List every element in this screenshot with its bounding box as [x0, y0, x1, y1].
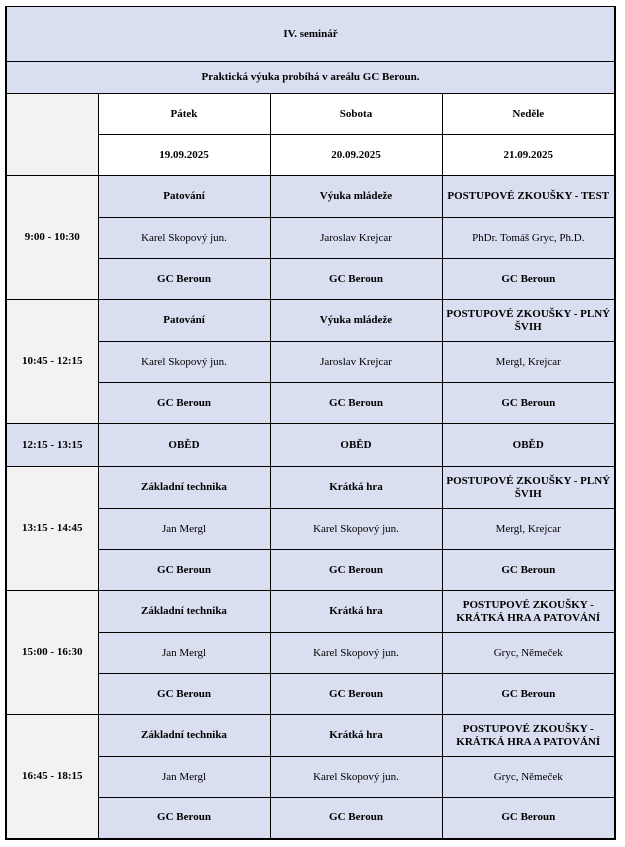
lecturer-cell: Karel Skopový jun.	[98, 218, 270, 259]
venue-cell: GC Beroun	[442, 383, 615, 424]
time-slot: 16:45 - 18:15	[6, 715, 98, 839]
venue-cell: GC Beroun	[270, 259, 442, 300]
activity-cell: POSTUPOVÉ ZKOUŠKY - TEST	[442, 176, 615, 218]
activity-cell: Krátká hra	[270, 715, 442, 757]
subtitle: Praktická výuka probíhá v areálu GC Beroun.	[6, 62, 615, 94]
activity-cell: Základní technika	[98, 715, 270, 757]
venue-cell: GC Beroun	[98, 383, 270, 424]
venue-cell: GC Beroun	[98, 259, 270, 300]
venue-cell: GC Beroun	[442, 674, 615, 715]
day-date: 21.09.2025	[442, 135, 615, 176]
venue-cell: GC Beroun	[98, 798, 270, 839]
day-date: 19.09.2025	[98, 135, 270, 176]
venue-cell: GC Beroun	[442, 798, 615, 839]
lecturer-cell: Karel Skopový jun.	[270, 633, 442, 674]
lecturer-cell: Mergl, Krejcar	[442, 509, 615, 550]
lecturer-cell: Jan Mergl	[98, 633, 270, 674]
page-title: IV. seminář	[6, 7, 615, 62]
lecturer-cell: Karel Skopový jun.	[270, 509, 442, 550]
venue-cell: GC Beroun	[270, 674, 442, 715]
venue-cell: GC Beroun	[98, 674, 270, 715]
lecturer-cell: Gryc, Němeček	[442, 633, 615, 674]
activity-cell: Výuka mládeže	[270, 300, 442, 342]
activity-cell: Základní technika	[98, 591, 270, 633]
activity-cell: Výuka mládeže	[270, 176, 442, 218]
activity-cell: POSTUPOVÉ ZKOUŠKY - PLNÝ ŠVIH	[442, 467, 615, 509]
activity-cell: Patování	[98, 176, 270, 218]
day-name: Pátek	[98, 94, 270, 135]
venue-cell: GC Beroun	[98, 550, 270, 591]
day-date: 20.09.2025	[270, 135, 442, 176]
activity-cell: Patování	[98, 300, 270, 342]
lecturer-cell: Mergl, Krejcar	[442, 342, 615, 383]
time-slot: 15:00 - 16:30	[6, 591, 98, 715]
time-slot: 10:45 - 12:15	[6, 300, 98, 424]
lunch-cell: OBĚD	[442, 424, 615, 467]
activity-cell: POSTUPOVÉ ZKOUŠKY - KRÁTKÁ HRA A PATOVÁNÍ	[442, 591, 615, 633]
time-slot: 13:15 - 14:45	[6, 467, 98, 591]
time-slot: 9:00 - 10:30	[6, 176, 98, 300]
day-name: Neděle	[442, 94, 615, 135]
activity-cell: Základní technika	[98, 467, 270, 509]
venue-cell: GC Beroun	[442, 550, 615, 591]
time-slot: 12:15 - 13:15	[6, 424, 98, 467]
schedule-table	[5, 6, 616, 840]
lecturer-cell: Jan Mergl	[98, 757, 270, 798]
lecturer-cell: Karel Skopový jun.	[270, 757, 442, 798]
activity-cell: POSTUPOVÉ ZKOUŠKY - PLNÝ ŠVIH	[442, 300, 615, 342]
lecturer-cell: Jan Mergl	[98, 509, 270, 550]
activity-cell: POSTUPOVÉ ZKOUŠKY - KRÁTKÁ HRA A PATOVÁNÍ	[442, 715, 615, 757]
venue-cell: GC Beroun	[270, 798, 442, 839]
lecturer-cell: Jaroslav Krejcar	[270, 218, 442, 259]
header-corner	[6, 94, 98, 176]
lunch-cell: OBĚD	[98, 424, 270, 467]
lecturer-cell: PhDr. Tomáš Gryc, Ph.D.	[442, 218, 615, 259]
lecturer-cell: Karel Skopový jun.	[98, 342, 270, 383]
venue-cell: GC Beroun	[442, 259, 615, 300]
day-name: Sobota	[270, 94, 442, 135]
lecturer-cell: Jaroslav Krejcar	[270, 342, 442, 383]
activity-cell: Krátká hra	[270, 591, 442, 633]
venue-cell: GC Beroun	[270, 383, 442, 424]
venue-cell: GC Beroun	[270, 550, 442, 591]
activity-cell: Krátká hra	[270, 467, 442, 509]
lecturer-cell: Gryc, Němeček	[442, 757, 615, 798]
lunch-cell: OBĚD	[270, 424, 442, 467]
